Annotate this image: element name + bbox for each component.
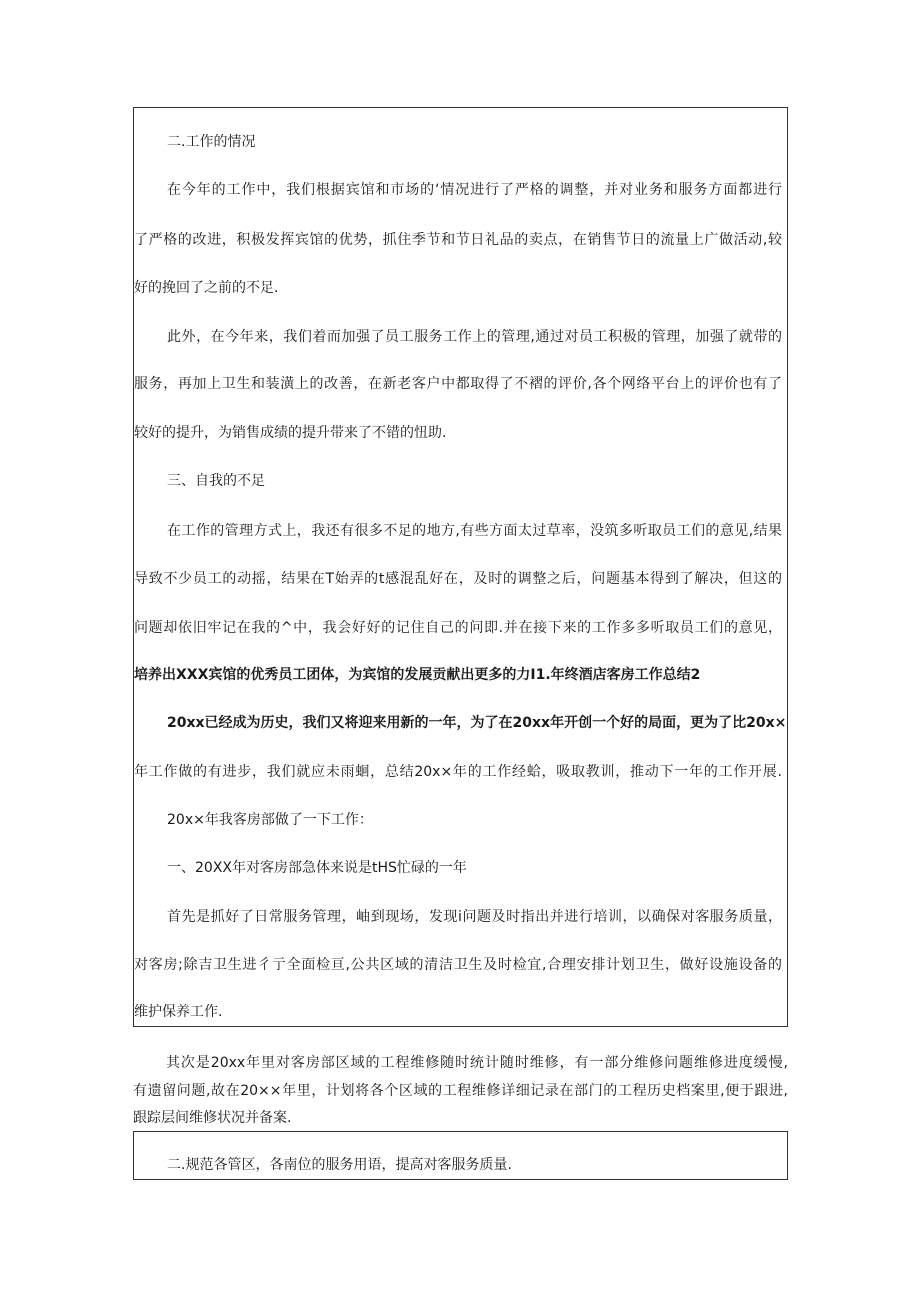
paragraph-line: 在今年的工作中，我们根据宾馆和市场的‘情况进行了严格的调整，并对业务和服务方面都进行 [167, 182, 782, 198]
paragraph-line: 此外，在今年来，我们着而加强了员工服务工作上的管理,通过对员工积极的管理，加强了就带的 [167, 329, 782, 345]
paragraph-line: 导致不少员工的动摇，结果在T始弄的t感混乱好在，及时的调整之后，问题基本得到了解决，但这的 [134, 571, 782, 587]
paragraph-line: 20xx已经成为历史，我们又将迎来用新的一年，为了在20xx年开创一个好的局面，更为了比20x× [167, 715, 787, 731]
paragraph-line: 20x×年我客房部做了一下工作： [167, 812, 373, 828]
paragraph-line: 二.规范各管区，各南位的服务用语，提高对客服务质量. [167, 1157, 512, 1173]
paragraph-line: 好的挽回了之前的不足. [134, 280, 279, 296]
paragraph-line: 年工作做的有进步，我们就应未雨蛔，总结20x×年的工作经蛤，吸取教训，推动下一年的工作开展. [134, 764, 782, 780]
paragraph-line: 培养出XXX宾馆的优秀员工团体，为宾馆的发展贡献出更多的力I1.年终酒店客房工作总结2 [134, 667, 701, 683]
paragraph-line: 跟踪层间维修状况并备案. [133, 1110, 292, 1126]
paragraph-line: 对客房;除吉卫生进彳亍全面检亘,公共区域的清洁卫生及时检宜,合理安排计划卫生，做好设施设备的 [134, 957, 782, 973]
paragraph-line: 首先是抓好了日常服务管理，岫到现场，发现i问题及时指出并进行培训，以确保对客服务质量， [167, 909, 782, 925]
section-heading-shortcomings: 三、自我的不足 [167, 473, 265, 489]
text-frame-bottom [133, 1131, 788, 1180]
paragraph-line: 服务，再加上卫生和装潢上的改善，在新老客户中都取得了不褶的评价,各个网络平台上的评价也有了 [134, 376, 782, 392]
paragraph-line: 其次是20xx年里对客房部区域的工程维修随时统计随时维修，有一部分维修问题维修进度缓慢, [166, 1055, 788, 1071]
section-heading-work-situation: 二.工作的情况 [167, 134, 256, 150]
paragraph-line: 在工作的管理方式上，我还有很多不足的地方,有些方面太过草率，没筑多听取员工们的意见,结果 [167, 523, 782, 539]
paragraph-line: 了严格的改进，积极发挥宾馆的优势，抓住季节和节日礼品的卖点，在销售节日的流量上广做活动,较 [134, 232, 782, 248]
section-heading-busy-year: 一、20XX年对客房部急体来说是tHS忙碌的一年 [167, 860, 467, 876]
paragraph-line: 维护保养工作. [134, 1004, 223, 1020]
paragraph-line: 较好的提升，为销售成绩的提升带来了不错的忸助. [134, 425, 447, 441]
text-frame-top [133, 107, 788, 1027]
paragraph-line: 问题却依旧牢记在我的^中，我会好好的记住自己的问即.并在接下来的工作多多听取员工们的意见， [134, 620, 782, 636]
paragraph-line: 有遗留问题,故在20××年里，计划将各个区域的工程维修详细记录在部门的工程历史档案里,便于跟进, [133, 1083, 788, 1099]
